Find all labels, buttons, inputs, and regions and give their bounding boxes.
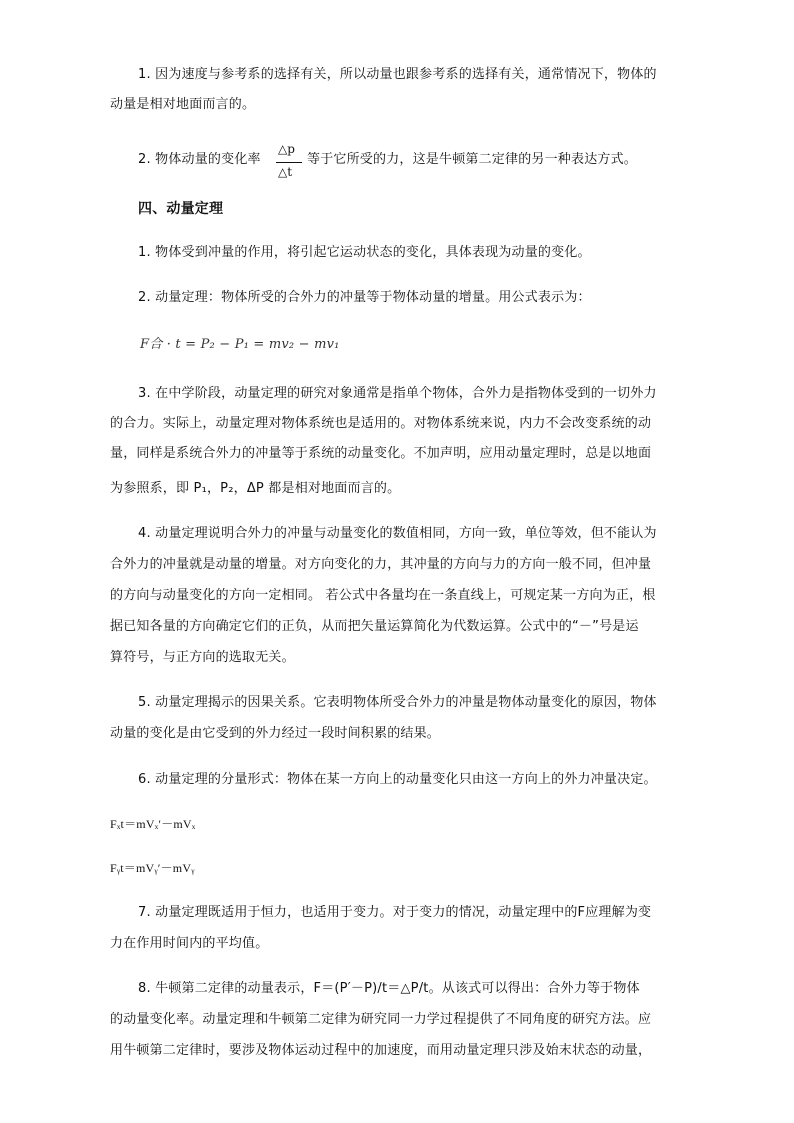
item-5-line-2: 动量的变化是由它受到的外力经过一段时间积累的结果。	[110, 726, 441, 741]
item-1: 1. 物体受到冲量的作用，将引起它运动状态的变化，具体表现为动量的变化。	[138, 245, 591, 260]
fraction-dp-dt	[276, 142, 304, 186]
section-heading: 四、动量定理	[138, 201, 224, 217]
paragraph-2-start: 2. 物体动量的变化率	[138, 152, 261, 167]
paragraph-2-end: 等于它所受的力，这是牛顿第二定律的另一种表达方式。	[307, 152, 638, 167]
item-8-line-2: 的动量变化率。动量定理和牛顿第二定律为研究同一力学过程提供了不同角度的研究方法。应	[110, 1012, 652, 1027]
fraction-bar	[276, 162, 302, 163]
paragraph-1-line-2: 动量是相对地面而言的。	[110, 97, 256, 112]
momentum-theorem-formula: F合 · t = P₂ − P₁ = mv₂ − mv₁	[140, 337, 340, 352]
fraction-numerator: △p	[278, 142, 295, 156]
item-2: 2. 动量定理：物体所受的合外力的冲量等于物体动量的增量。用公式表示为：	[138, 290, 591, 305]
item-4-line-4: 据已知各量的方向确定它们的正负，从而把矢量运算简化为代数运算。公式中的“－”号是运	[110, 619, 639, 634]
item-8-line-3: 用牛顿第二定律时，要涉及物体运动过程中的加速度，而用动量定理只涉及始末状态的动量，	[110, 1043, 652, 1058]
item-3-line-2: 的合力。实际上，动量定理对物体系统也是适用的。对物体系统来说，内力不会改变系统的动	[110, 416, 652, 431]
paragraph-1-line-1: 1. 因为速度与参考系的选择有关，所以动量也跟参考系的选择有关，通常情况下，物体的	[138, 67, 657, 82]
item-7-line-1: 7. 动量定理既适用于恒力，也适用于变力。对于变力的情况，动量定理中的F应理解为变	[138, 905, 652, 920]
formula-fy: Fᵧt＝mVᵧ′－mVᵧ	[110, 861, 195, 875]
item-4-line-1: 4. 动量定理说明合外力的冲量与动量变化的数值相同，方向一致，单位等效，但不能认为	[138, 526, 657, 541]
item-3-line-3: 量，同样是系统合外力的冲量等于系统的动量变化。不加声明，应用动量定理时，总是以地面	[110, 446, 652, 461]
item-4-line-3: 的方向与动量变化的方向一定相同。 若公式中各量均在一条直线上，可规定某一方向为正，根	[110, 588, 656, 603]
item-5-line-1: 5. 动量定理揭示的因果关系。它表明物体所受合外力的冲量是物体动量变化的原因，物体	[138, 695, 657, 710]
item-3-line-4: 为参照系，即 P₁，P₂，ΔP 都是相对地面而言的。	[110, 481, 401, 496]
item-4-line-5: 算符号，与正方向的选取无关。	[110, 650, 295, 665]
item-3-line-1: 3. 在中学阶段，动量定理的研究对象通常是指单个物体，合外力是指物体受到的一切外力	[138, 386, 657, 401]
formula-fx: Fₓt＝mVₓ′－mVₓ	[110, 817, 196, 831]
item-4-line-2: 合外力的冲量就是动量的增量。对方向变化的力，其冲量的方向与力的方向一般不同，但冲量	[110, 557, 652, 572]
item-8-line-1: 8. 牛顿第二定律的动量表示，F＝(P′－P)/t＝△P/t。从该式可以得出：合外力等于物体	[138, 981, 640, 996]
item-6: 6. 动量定理的分量形式：物体在某一方向上的动量变化只由这一方向上的外力冲量决定。	[138, 772, 657, 787]
item-7-line-2: 力在作用时间内的平均值。	[110, 936, 269, 951]
fraction-denominator: △t	[278, 165, 293, 179]
